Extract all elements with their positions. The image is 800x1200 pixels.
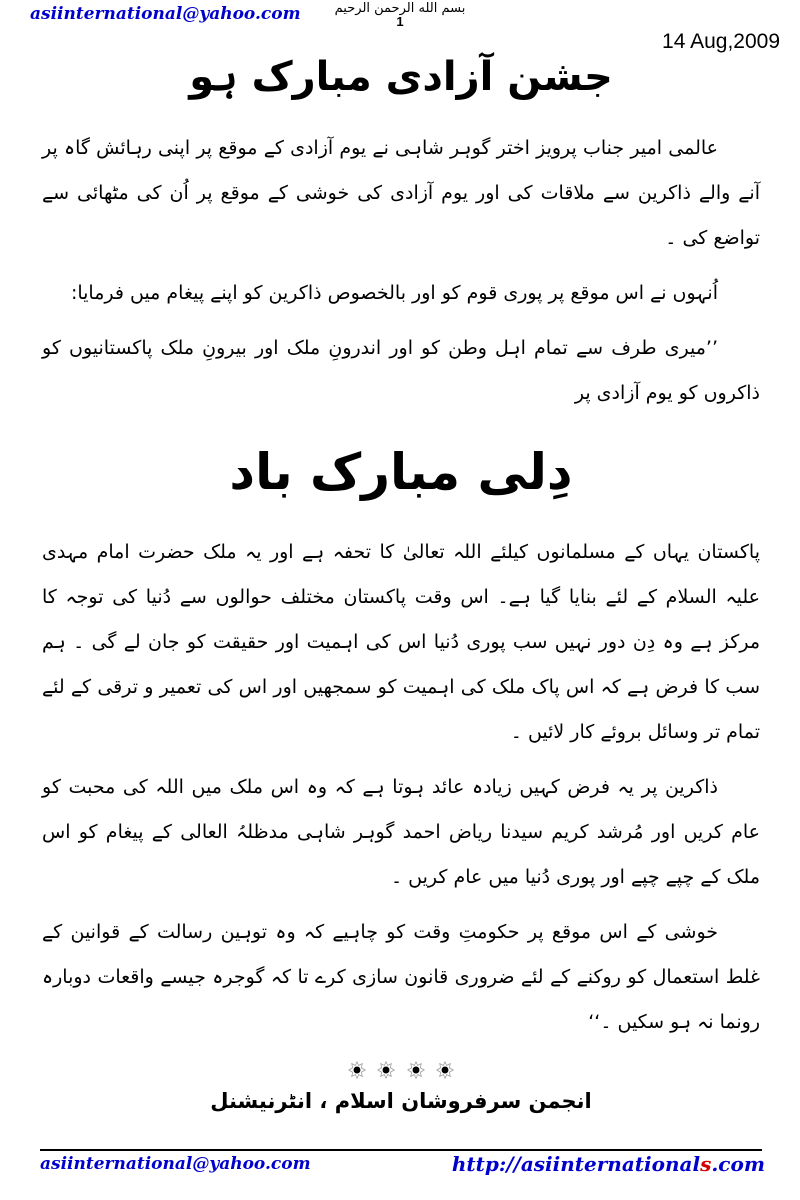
star-divider: [42, 1061, 760, 1079]
header-email-link[interactable]: asiinternational@yahoo.com: [30, 4, 301, 24]
header-center: [0, 2, 800, 28]
eight-point-star-icon: [377, 1061, 395, 1079]
eight-point-star-icon: [348, 1061, 366, 1079]
main-title: جشن آزادی مبارک ہو: [189, 54, 613, 100]
footer-url-link[interactable]: [452, 1152, 765, 1176]
paragraph-zakireen: ذاکرین پر یہ فرض کہیں زیادہ عائد ہوتا ہے کہ وہ اس ملک میں اللہ کی محبت کو عام کریں اور مُرشد کریم سیدنا ریاض احمد گوہر شاہی مدظلہُ العالی کے پیغام کو اس ملک کے چپے چپے اور پوری دُنیا میں عام کریں ۔: [42, 776, 760, 888]
footer-url-suffix: .com: [711, 1152, 765, 1176]
paragraph-government: خوشی کے اس موقع پر حکومتِ وقت کو چاہیے کہ وہ توہین رسالت کے قوانین کے غلط استعمال کو روکنے کے لئے ضروری قانون سازی کرے تا کہ گوجرہ جیسے واقعات دوبارہ رونما نہ ہو سکیں ۔‘‘: [42, 921, 760, 1033]
footer-divider: [40, 1149, 762, 1151]
document-date: 14 Aug,2009: [662, 30, 780, 53]
paragraph-intro: عالمی امیر جناب پرویز اختر گوہر شاہی نے یوم آزادی کے موقع پر اپنی رہائش گاہ پر آنے والے ذاکرین سے ملاقات کی اور یوم آزادی کی خوشی کے موقع پر اُن کی مٹھائی سے تواضع کی ۔: [42, 137, 760, 249]
eight-point-star-icon: [436, 1061, 454, 1079]
footer-url-prefix: http://asiinternational: [451, 1152, 701, 1176]
paragraph-quote: ’’میری طرف سے تمام اہل وطن کو اور اندرونِ ملک اور بیرونِ ملک پاکستانیوں کو ذاکروں کو یوم آزادی پر: [42, 337, 760, 404]
sub-title: دِلی مبارک باد: [229, 443, 573, 501]
paragraph-pakistan: پاکستان یہاں کے مسلمانوں کیلئے اللہ تعالیٰ کا تحفہ ہے اور یہ ملک حضرت امام مہدی علیہ السلام کے لئے بنایا گیا ہے۔ اس وقت پاکستان مختلف حوالوں سے دُنیا کی توجہ کا مرکز ہے وہ دِن دور نہیں سب پوری دُنیا اس کی اہمیت اور حقیقت کو جان لے گی ۔ ہم سب کا فرض ہے کہ اس پاک ملک کی اہمیت کو سمجھیں اور اس کی تعمیر و ترقی کے لئے تمام تر وسائل بروئے کار لائیں ۔: [42, 541, 760, 743]
organization-name: انجمن سرفروشان اسلام ، انٹرنیشنل: [210, 1089, 592, 1113]
paragraph-lead-in: اُنہوں نے اس موقع پر پوری قوم کو اور بالخصوص ذاکرین کو اپنے پیغام میں فرمایا:: [70, 282, 718, 304]
footer-url-highlight: s: [700, 1152, 712, 1176]
eight-point-star-icon: [407, 1061, 425, 1079]
page-number: 1: [396, 13, 404, 29]
bismillah-text: بسم الله الرحمن الرحيم: [334, 1, 466, 16]
footer-email-link[interactable]: asiinternational@yahoo.com: [40, 1154, 311, 1174]
